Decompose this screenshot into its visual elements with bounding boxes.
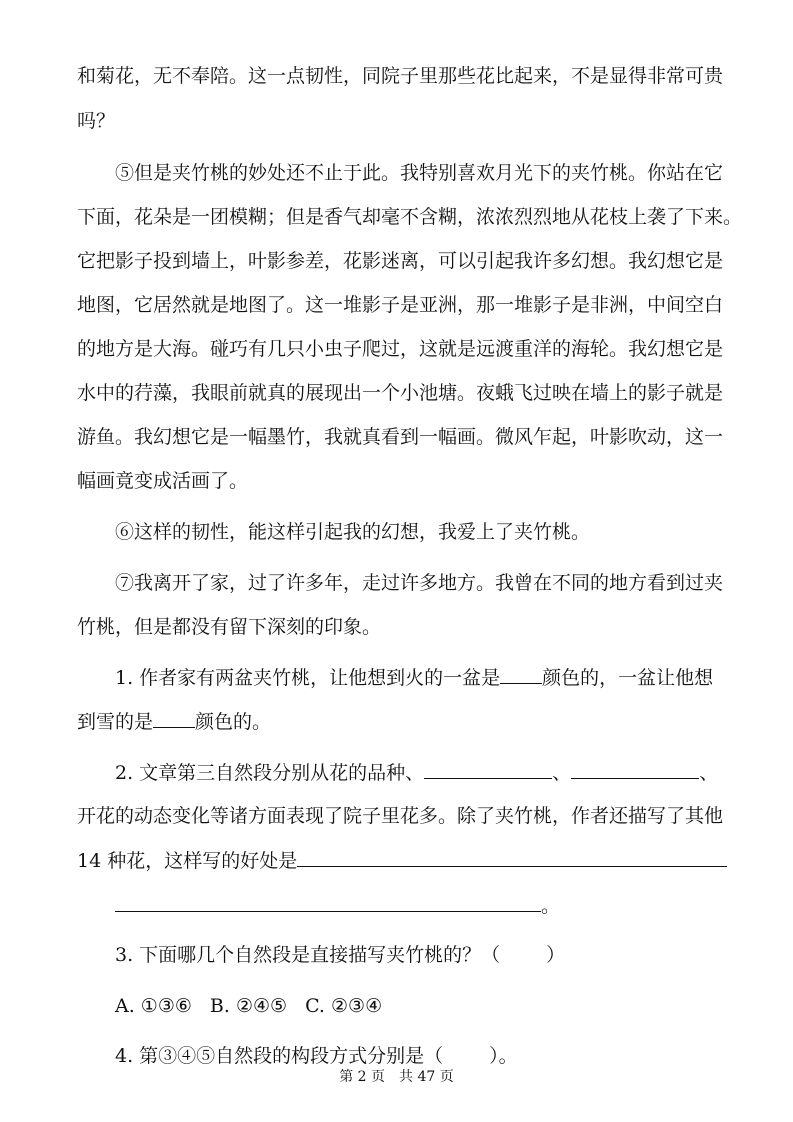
question-text: 4. 第③④⑤自然段的构段方式分别是（ xyxy=(115,1045,444,1067)
option-b[interactable]: B. ②④⑤ xyxy=(209,995,288,1017)
answer-blank[interactable] xyxy=(297,848,727,867)
option-a[interactable]: A. ①③⑥ xyxy=(115,995,192,1017)
answer-blank[interactable] xyxy=(115,893,541,912)
separator: 、 xyxy=(699,762,719,784)
question-text: ） xyxy=(546,944,566,966)
question-2-line-1 xyxy=(115,760,718,785)
question-2-line-3 xyxy=(77,848,727,873)
question-3-options xyxy=(115,994,382,1018)
question-4-stem xyxy=(115,1044,518,1068)
question-text: 。 xyxy=(541,895,561,917)
question-2-line-2: 开花的动态变化等诸方面表现了院子里花多。除了夹竹桃，作者还描写了其他 xyxy=(77,805,724,827)
paragraph-line: 游鱼。我幻想它是一幅墨竹，我就真看到一幅画。微风乍起，叶影吹动，这一 xyxy=(77,426,724,448)
question-1-line-2 xyxy=(77,709,271,734)
option-c[interactable]: C. ②③④ xyxy=(305,995,383,1017)
paragraph-line: 和菊花，无不奉陪。这一点韧性，同院子里那些花比起来，不是显得非常可贵 xyxy=(77,65,724,87)
question-text: 2. 文章第三自然段分别从花的品种、 xyxy=(115,762,425,784)
question-2-line-4 xyxy=(115,893,560,918)
paragraph-line: 下面，花朵是一团模糊；但是香气却毫不含糊，浓浓烈烈地从花枝上袭了下来。 xyxy=(77,206,743,228)
question-1-line-1 xyxy=(115,665,713,690)
paragraph-line: 竹桃，但是都没有留下深刻的印象。 xyxy=(77,616,382,638)
paragraph-line: 水中的荇藻，我眼前就真的展现出一个小池塘。夜蛾飞过映在墙上的影子就是 xyxy=(77,382,724,404)
paragraph-line: 幅画竟变成活画了。 xyxy=(77,470,249,492)
question-text: ）。 xyxy=(489,1045,518,1067)
question-text: 到雪的是 xyxy=(77,711,154,733)
paragraph-line: 的地方是大海。碰巧有几只小虫子爬过，这就是远渡重洋的海轮。我幻想它是 xyxy=(77,338,724,360)
answer-blank[interactable] xyxy=(571,760,699,779)
page-footer: 第 2 页 共 47 页 xyxy=(339,1069,454,1085)
paragraph-line: 地图，它居然就是地图了。这一堆影子是亚洲，那一堆影子是非洲，中间空白 xyxy=(77,294,724,316)
question-text: 颜色的，一盆让他想 xyxy=(542,667,714,689)
answer-blank[interactable] xyxy=(500,665,542,684)
question-3-stem xyxy=(115,943,565,967)
question-text: 14 种花，这样写的好处是 xyxy=(77,850,298,872)
paragraph-line: ⑥这样的韧性，能这样引起我的幻想，我爱上了夹竹桃。 xyxy=(115,521,591,543)
paragraph-line: ⑤但是夹竹桃的妙处还不止于此。我特别喜欢月光下的夹竹桃。你站在它 xyxy=(115,162,724,184)
paragraph-line: 吗？ xyxy=(77,110,116,132)
question-text: 1. 作者家有两盆夹竹桃，让他想到火的一盆是 xyxy=(115,667,501,689)
separator: 、 xyxy=(552,762,572,784)
question-text: 3. 下面哪几个自然段是直接描写夹竹桃的？（ xyxy=(115,944,501,966)
answer-blank[interactable] xyxy=(153,709,195,728)
question-text: 颜色的。 xyxy=(195,711,272,733)
answer-blank[interactable] xyxy=(424,760,552,779)
paragraph-line: ⑦我离开了家，过了许多年，走过许多地方。我曾在不同的地方看到过夹 xyxy=(115,572,724,594)
paragraph-line: 它把影子投到墙上，叶影参差，花影迷离，可以引起我许多幻想。我幻想它是 xyxy=(77,250,724,272)
